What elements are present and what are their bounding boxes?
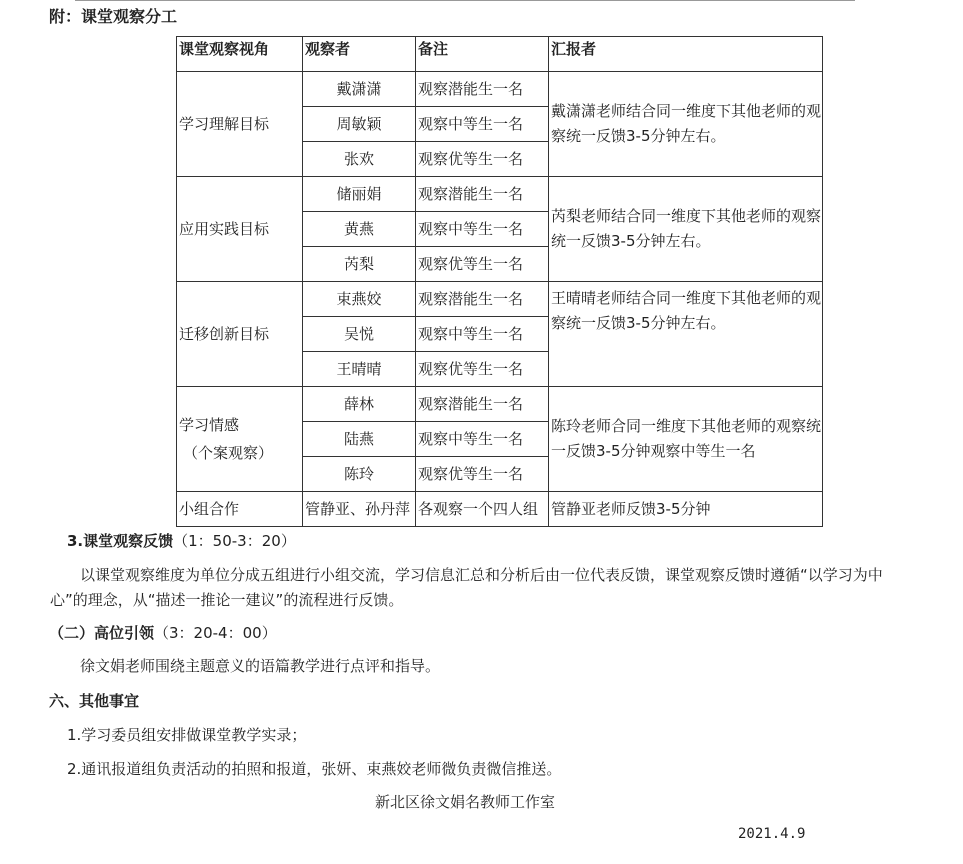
note-cell: 观察中等生一名 [416,107,549,142]
observer-cell: 芮梨 [303,247,416,282]
observer-cell: 陈玲 [303,457,416,492]
perspective-cell: 小组合作 [177,492,303,527]
signature: 新北区徐文娟名教师工作室 [375,793,556,811]
table-header-row [177,37,823,72]
high-guidance-body: 徐文娟老师围绕主题意义的语篇教学进行点评和指导。 [80,657,441,675]
note-cell: 各观察一个四人组 [416,492,549,527]
section3-heading [67,530,296,551]
table-row [177,387,823,422]
note-cell: 观察中等生一名 [416,317,549,352]
note-cell: 观察优等生一名 [416,142,549,177]
reporter-cell: 芮梨老师结合同一维度下其他老师的观察统一反馈3-5分钟左右。 [549,177,823,282]
observer-cell: 储丽娟 [303,177,416,212]
section6-item2: 2.通讯报道组负责活动的拍照和报道，张妍、束燕姣老师微负责微信推送。 [67,760,562,778]
reporter-cell: 陈玲老师合同一维度下其他老师的观察统一反馈3-5分钟观察中等生一名 [549,387,823,492]
top-rule [75,0,855,1]
reporter-cell: 戴潇潇老师结合同一维度下其他老师的观察统一反馈3-5分钟左右。 [549,72,823,177]
note-cell: 观察优等生一名 [416,352,549,387]
perspective-subtitle: （个案观察） [183,444,274,462]
header-observer: 观察者 [303,37,416,72]
observer-cell: 陆燕 [303,422,416,457]
section3-time: （1：50-3：20） [173,532,296,550]
header-perspective: 课堂观察视角 [177,37,303,72]
perspective-cell: 学习理解目标 [177,72,303,177]
observer-cell: 戴潇潇 [303,72,416,107]
note-cell: 观察潜能生一名 [416,282,549,317]
perspective-title: 学习情感 [179,416,240,434]
perspective-cell [177,387,303,492]
note-cell: 观察潜能生一名 [416,387,549,422]
observer-cell: 黄燕 [303,212,416,247]
section6-title: 六、其他事宜 [49,692,140,710]
table-row [177,282,823,317]
section3-line2: 心”的理念，从“描述一推论一建议”的流程进行反馈。 [50,591,404,609]
note-cell: 观察潜能生一名 [416,72,549,107]
high-guidance-title: （二）高位引领 [49,624,155,642]
reporter-cell: 王晴晴老师结合同一维度下其他老师的观察统一反馈3-5分钟左右。 [549,282,823,387]
observer-cell: 吴悦 [303,317,416,352]
reporter-cell: 管静亚老师反馈3-5分钟 [549,492,823,527]
note-cell: 观察优等生一名 [416,247,549,282]
note-cell: 观察中等生一名 [416,422,549,457]
observer-cell: 束燕姣 [303,282,416,317]
note-cell: 观察中等生一名 [416,212,549,247]
note-cell: 观察潜能生一名 [416,177,549,212]
section3-title: 3.课堂观察反馈 [67,532,174,550]
observer-cell: 管静亚、孙丹萍 [303,492,416,527]
note-cell: 观察优等生一名 [416,457,549,492]
table-row [177,492,823,527]
section6-item1: 1.学习委员组安排做课堂教学实录； [67,726,307,744]
attachment-title: 附：课堂观察分工 [49,7,178,26]
date: 2021.4.9 [738,826,806,842]
observation-table [176,36,823,527]
table-row [177,72,823,107]
table-row [177,177,823,212]
perspective-cell: 迁移创新目标 [177,282,303,387]
observer-cell: 张欢 [303,142,416,177]
high-guidance-time: （3：20-4：00） [154,624,277,642]
section3-line1: 以课堂观察维度为单位分成五组进行小组交流，学习信息汇总和分析后由一位代表反馈，课堂观察反馈时遵循“以学习为中 [80,566,883,584]
header-reporter: 汇报者 [549,37,823,72]
high-guidance-heading [49,622,277,643]
observer-cell: 薛林 [303,387,416,422]
perspective-cell: 应用实践目标 [177,177,303,282]
observer-cell: 周敏颖 [303,107,416,142]
header-note: 备注 [416,37,549,72]
observer-cell: 王晴晴 [303,352,416,387]
